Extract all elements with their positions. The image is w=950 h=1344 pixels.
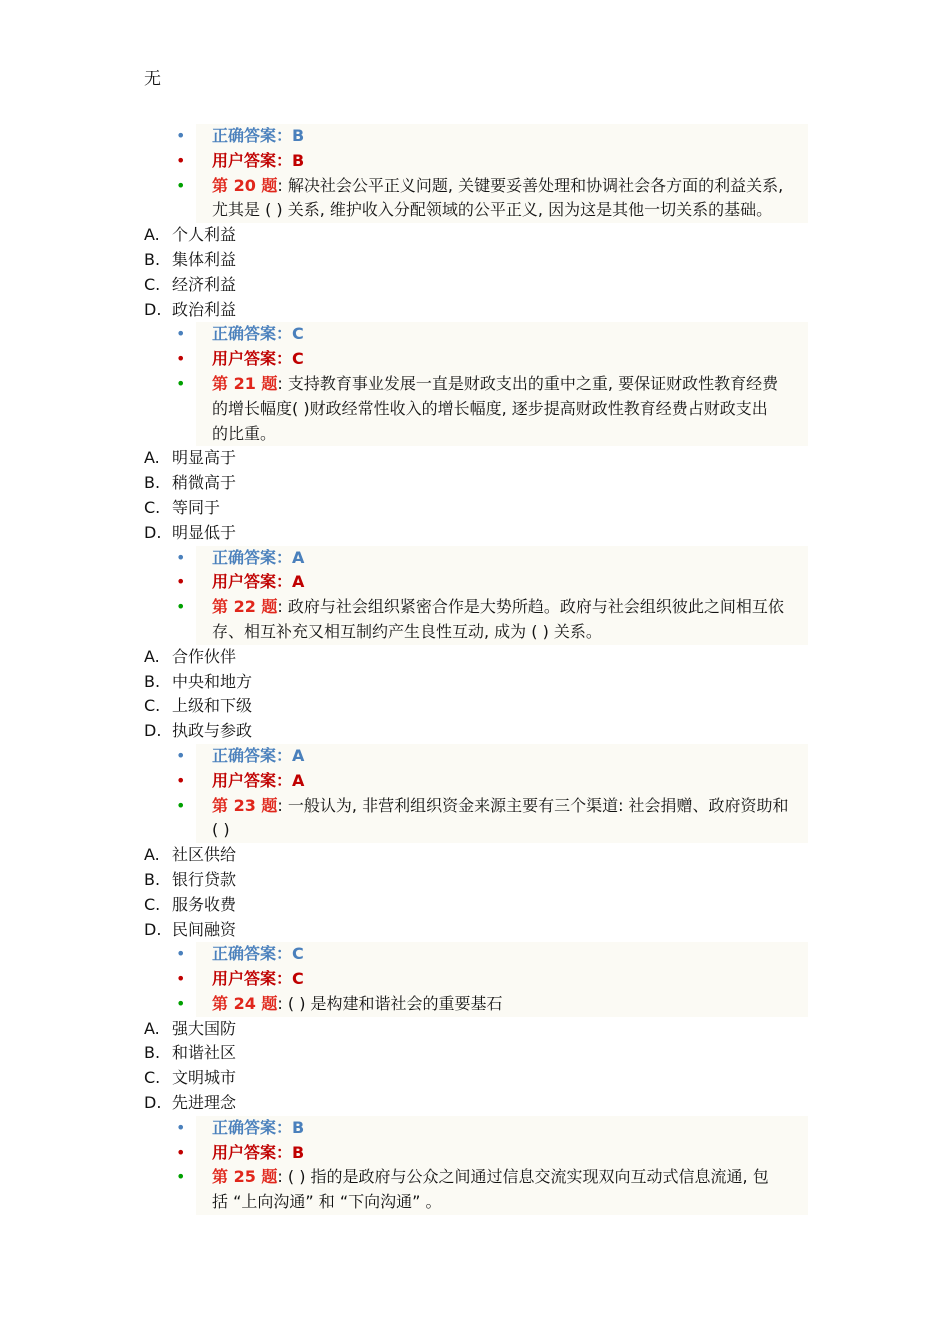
user-answer-label: 用户答案： — [212, 1142, 293, 1162]
correct-answer-label: 正确答案： — [212, 324, 293, 344]
option-letter: D. — [144, 721, 162, 741]
option-item — [144, 446, 950, 471]
bullet-icon: • — [176, 150, 186, 170]
correct-answer-label: 正确答案： — [212, 547, 293, 567]
correct-answer-line — [176, 322, 808, 347]
question-number: 第 24 题 — [212, 993, 278, 1013]
question-text: : ( ) 指的是政府与公众之间通过信息交流实现双向互动式信息流通, 包 — [277, 1167, 769, 1187]
option-item — [144, 298, 950, 323]
option-letter: C. — [144, 894, 161, 914]
option-item — [144, 521, 950, 546]
bullet-icon: • — [176, 944, 186, 964]
option-text: 上级和下级 — [172, 696, 253, 716]
bullet-icon: • — [176, 969, 186, 989]
option-text: 民间融资 — [172, 919, 237, 939]
option-text: 合作伙伴 — [172, 646, 237, 666]
correct-answer-line — [176, 546, 808, 571]
correct-answer-label: 正确答案： — [212, 1117, 293, 1137]
option-item — [144, 893, 950, 918]
bullet-icon: • — [176, 1167, 186, 1187]
correct-answer-value: B — [292, 126, 305, 145]
bullet-icon: • — [176, 1142, 186, 1162]
option-text: 和谐社区 — [172, 1043, 237, 1063]
answer-block — [176, 1116, 808, 1166]
option-letter: C. — [144, 696, 161, 716]
page-header: 无 — [144, 69, 161, 89]
question-text: 尤其是 ( ) 关系, 维护收入分配领域的公平正义, 因为这是其他一切关系的基础。 — [212, 200, 773, 220]
user-answer-value: B — [292, 150, 305, 170]
question-text: : ( ) 是构建和谐社会的重要基石 — [277, 993, 503, 1013]
question-text: 存、相互补充又相互制约产生良性互动, 成为 ( ) 关系。 — [212, 621, 602, 641]
question-number: 第 22 题 — [212, 597, 278, 617]
correct-answer-line — [176, 744, 808, 769]
option-item — [144, 273, 950, 298]
option-letter: A. — [144, 448, 160, 468]
question-text: 的比重。 — [212, 423, 277, 443]
correct-answer-value: C — [292, 944, 304, 964]
question-block — [176, 794, 808, 844]
option-letter: D. — [144, 1093, 162, 1113]
question-text-line — [212, 198, 808, 223]
question-text-line — [176, 1165, 808, 1190]
option-text: 社区供给 — [172, 845, 237, 865]
option-letter: A. — [144, 845, 160, 865]
question-block — [176, 174, 808, 224]
bullet-icon: • — [176, 572, 186, 592]
option-letter: C. — [144, 1068, 161, 1088]
option-text: 政治利益 — [172, 299, 237, 319]
user-answer-label: 用户答案： — [212, 572, 293, 592]
user-answer-label: 用户答案： — [212, 150, 293, 170]
question-text: : 支持教育事业发展一直是财政支出的重中之重, 要保证财政性教育经费 — [277, 373, 779, 393]
correct-answer-value: C — [292, 324, 304, 344]
question-block — [176, 1165, 808, 1215]
option-letter: A. — [144, 646, 160, 666]
option-letter: A. — [144, 225, 160, 245]
option-letter: B. — [144, 1043, 161, 1063]
option-text: 中央和地方 — [172, 671, 253, 691]
question-text-line — [212, 1190, 808, 1215]
option-text: 等同于 — [172, 497, 221, 517]
user-answer-line — [176, 1141, 808, 1166]
option-letter: B. — [144, 671, 161, 691]
option-text: 先进理念 — [172, 1093, 237, 1113]
question-text-line — [176, 992, 808, 1017]
question-number: 第 25 题 — [212, 1167, 278, 1187]
answer-block — [176, 124, 808, 174]
question-text: ( ) — [212, 820, 230, 840]
option-item — [144, 645, 950, 670]
bullet-icon: • — [176, 547, 186, 567]
correct-answer-value: A — [292, 547, 305, 567]
correct-answer-line — [176, 124, 808, 149]
option-letter: D. — [144, 919, 162, 939]
quiz-content — [0, 124, 950, 1215]
bullet-icon: • — [176, 1117, 186, 1137]
user-answer-value: B — [292, 1142, 305, 1162]
bullet-icon: • — [176, 349, 186, 369]
option-text: 集体利益 — [172, 249, 237, 269]
correct-answer-line — [176, 1116, 808, 1141]
bullet-icon: • — [176, 126, 186, 145]
option-text: 明显低于 — [172, 522, 237, 542]
option-letter: B. — [144, 249, 161, 269]
question-text-line — [176, 174, 808, 199]
option-text: 银行贷款 — [172, 869, 237, 889]
answer-block — [176, 322, 808, 372]
option-item — [144, 694, 950, 719]
option-letter: A. — [144, 1018, 160, 1038]
correct-answer-value: B — [292, 1117, 305, 1137]
option-text: 强大国防 — [172, 1018, 237, 1038]
option-letter: D. — [144, 522, 162, 542]
option-text: 服务收费 — [172, 894, 237, 914]
option-item — [144, 223, 950, 248]
option-item — [144, 843, 950, 868]
question-text-line — [212, 422, 808, 447]
question-text: 括 “上向沟通” 和 “下向沟通” 。 — [212, 1192, 442, 1212]
bullet-icon: • — [176, 770, 186, 790]
option-item — [144, 496, 950, 521]
option-item — [144, 719, 950, 744]
user-answer-line — [176, 347, 808, 372]
user-answer-label: 用户答案： — [212, 349, 293, 369]
option-item — [144, 1091, 950, 1116]
answer-block — [176, 546, 808, 596]
bullet-icon: • — [176, 597, 186, 617]
user-answer-value: A — [292, 572, 305, 592]
question-block — [176, 595, 808, 645]
question-text-line — [212, 620, 808, 645]
question-number: 第 21 题 — [212, 373, 278, 393]
option-item — [144, 248, 950, 273]
option-item — [144, 868, 950, 893]
option-letter: C. — [144, 497, 161, 517]
user-answer-value: C — [292, 969, 304, 989]
option-text: 明显高于 — [172, 448, 237, 468]
user-answer-line — [176, 769, 808, 794]
correct-answer-label: 正确答案： — [212, 944, 293, 964]
question-text-line — [176, 794, 808, 819]
option-text: 文明城市 — [172, 1068, 237, 1088]
question-text-line — [212, 818, 808, 843]
question-text-line — [176, 372, 808, 397]
question-text-line — [176, 595, 808, 620]
user-answer-label: 用户答案： — [212, 969, 293, 989]
user-answer-value: C — [292, 349, 304, 369]
option-letter: C. — [144, 274, 161, 294]
option-item — [144, 1041, 950, 1066]
option-item — [144, 1017, 950, 1042]
question-text: 的增长幅度( )财政经常性收入的增长幅度, 逐步提高财政性教育经费占财政支出 — [212, 398, 768, 418]
user-answer-value: A — [292, 770, 305, 790]
option-item — [144, 471, 950, 496]
option-item — [144, 1066, 950, 1091]
question-text: : 解决社会公平正义问题, 关键要妥善处理和协调社会各方面的利益关系, — [277, 175, 784, 195]
answer-block — [176, 942, 808, 992]
user-answer-label: 用户答案： — [212, 770, 293, 790]
correct-answer-line — [176, 942, 808, 967]
user-answer-line — [176, 570, 808, 595]
option-text: 个人利益 — [172, 225, 237, 245]
bullet-icon: • — [176, 795, 186, 815]
option-item — [144, 670, 950, 695]
option-text: 稍微高于 — [172, 473, 237, 493]
option-item — [144, 918, 950, 943]
bullet-icon: • — [176, 324, 186, 344]
answer-block — [176, 744, 808, 794]
user-answer-line — [176, 967, 808, 992]
question-block — [176, 992, 808, 1017]
question-number: 第 23 题 — [212, 795, 278, 815]
question-text: : 政府与社会组织紧密合作是大势所趋。政府与社会组织彼此之间相互依 — [277, 597, 784, 617]
user-answer-line — [176, 149, 808, 174]
bullet-icon: • — [176, 175, 186, 195]
question-text: : 一般认为, 非营利组织资金来源主要有三个渠道: 社会捐赠、政府资助和 — [277, 795, 789, 815]
option-text: 执政与参政 — [172, 721, 253, 741]
question-number: 第 20 题 — [212, 175, 278, 195]
question-block — [176, 372, 808, 446]
bullet-icon: • — [176, 993, 186, 1013]
option-letter: B. — [144, 869, 161, 889]
bullet-icon: • — [176, 373, 186, 393]
bullet-icon: • — [176, 745, 186, 765]
correct-answer-label: 正确答案： — [212, 745, 293, 765]
correct-answer-value: A — [292, 745, 305, 765]
question-text-line — [212, 397, 808, 422]
option-letter: D. — [144, 299, 162, 319]
option-letter: B. — [144, 473, 161, 493]
correct-answer-label: 正确答案： — [212, 126, 293, 145]
option-text: 经济利益 — [172, 274, 237, 294]
